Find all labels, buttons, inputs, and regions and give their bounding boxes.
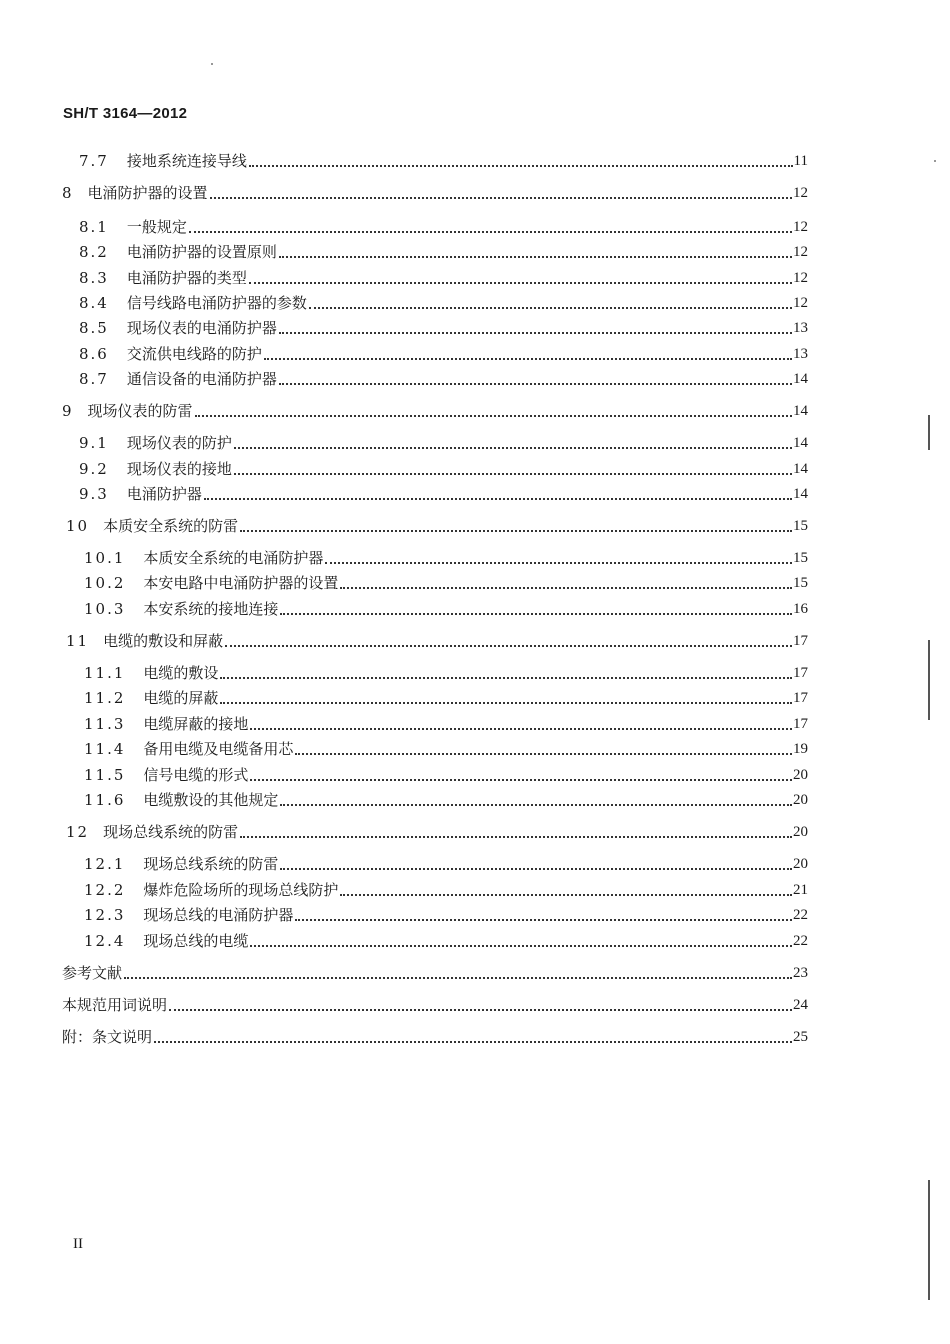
toc-entry-page: 20 [793,767,808,783]
toc-entry-title: 现场仪表的接地 [126,460,232,478]
scan-edge-mark [928,1180,930,1300]
toc-entry-number: 8 [62,184,74,202]
toc-entry-number: 11.5 [84,766,126,784]
toc-entry-number: 12.3 [84,906,126,924]
toc-entry-title: 电涌防护器的设置原则 [126,243,277,261]
toc-dot-leader [250,727,792,730]
toc-entry-title: 现场总线系统的防雷 [103,823,239,841]
toc-entry-title: 一般规定 [126,218,187,236]
toc-entry-number: 12.2 [84,881,126,899]
toc-dot-leader [280,803,792,806]
toc-entry-page: 11 [793,153,808,169]
toc-entry-title: 电涌防护器的类型 [126,269,247,287]
toc-entry[interactable] [79,432,808,454]
toc-entry-title: 接地系统连接导线 [126,152,247,170]
toc-entry-page: 23 [793,965,808,981]
toc-entry-page: 12 [793,270,808,286]
toc-dot-leader [249,281,792,284]
toc-entry[interactable] [79,150,808,172]
toc-entry-number: 9.1 [79,434,109,452]
toc-entry-number: 9.2 [79,460,109,478]
toc-entry-number: 8.5 [79,319,109,337]
toc-entry-title: 备用电缆及电缆备用芯 [143,740,294,758]
toc-entry-page: 17 [793,665,808,681]
toc-entry-page: 15 [793,550,808,566]
toc-dot-leader [234,446,792,449]
toc-entry-page: 14 [793,486,808,502]
toc-entry[interactable] [79,458,808,480]
toc-entry-page: 17 [793,690,808,706]
toc-entry[interactable] [84,738,808,760]
toc-entry-title: 电缆的屏蔽 [143,689,219,707]
toc-entry-number: 9.3 [79,485,109,503]
toc-entry-title: 爆炸危险场所的现场总线防护 [143,881,339,899]
toc-entry-number: 10.3 [84,600,126,618]
toc-entry[interactable] [84,904,808,926]
toc-dot-leader [195,414,792,417]
toc-entry-title: 现场总线的电涌防护器 [143,906,294,924]
toc-entry-page: 25 [793,1029,808,1045]
toc-dot-leader [225,644,792,647]
toc-entry-title: 电缆的敷设 [143,664,219,682]
toc-entry-number: 10.1 [84,549,126,567]
toc-dot-leader [250,778,792,781]
toc-entry-title: 电涌防护器 [126,485,202,503]
toc-entry-page: 20 [793,856,808,872]
toc-dot-leader [280,867,792,870]
toc-dot-leader [279,382,792,385]
toc-dot-leader [325,561,792,564]
toc-entry-page: 15 [793,518,808,534]
toc-entry-title: 本安电路中电涌防护器的设置 [143,574,339,592]
toc-entry-number: 11.6 [84,791,126,809]
toc-entry-title: 现场总线的电缆 [143,932,249,950]
toc-dot-leader [249,164,793,167]
toc-dot-leader [280,612,792,615]
toc-dot-leader [220,701,792,704]
toc-entry[interactable] [84,713,808,735]
toc-entry-page: 13 [793,346,808,362]
toc-entry-number: 10.2 [84,574,126,592]
toc-entry[interactable] [84,598,808,620]
toc-entry-number: 8.7 [79,370,109,388]
toc-dot-leader [340,586,792,589]
toc-dot-leader [189,230,792,233]
toc-entry-number: 11.4 [84,740,126,758]
toc-entry[interactable] [79,216,808,238]
standard-code-header: SH/T 3164—2012 [63,105,188,122]
toc-dot-leader [124,976,792,979]
toc-dot-leader [295,752,792,755]
toc-entry[interactable] [79,483,808,505]
toc-entry[interactable] [84,879,808,901]
toc-entry-number: 8.6 [79,345,109,363]
toc-entry-title: 电缆敷设的其他规定 [143,791,279,809]
toc-entry-title: 本质安全系统的电涌防护器 [143,549,324,567]
toc-entry[interactable] [84,547,808,569]
toc-entry-number: 12 [66,823,90,841]
toc-dot-leader [295,918,792,921]
toc-entry-number: 7.7 [79,152,109,170]
toc-dot-leader [240,835,792,838]
toc-entry-page: 16 [793,601,808,617]
toc-entry[interactable] [79,343,808,365]
toc-entry-number: 11.3 [84,715,126,733]
toc-entry-page: 20 [793,792,808,808]
toc-entry-title: 本质安全系统的防雷 [103,517,239,535]
toc-entry[interactable] [79,317,808,339]
scan-edge-mark [928,415,930,450]
toc-dot-leader [250,944,792,947]
toc-entry-title: 参考文献 [62,964,123,982]
toc-entry-title: 电缆屏蔽的接地 [143,715,249,733]
toc-entry-page: 14 [793,403,808,419]
toc-entry[interactable] [79,368,808,390]
toc-dot-leader [234,472,792,475]
toc-dot-leader [204,497,792,500]
toc-dot-leader [264,357,792,360]
toc-entry-number: 12.1 [84,855,126,873]
toc-entry[interactable] [62,182,808,204]
toc-entry-title: 现场仪表的电涌防护器 [126,319,277,337]
toc-dot-leader [154,1040,792,1043]
toc-entry-number: 8.4 [79,294,109,312]
toc-entry-number: 8.1 [79,218,109,236]
toc-entry-title: 本安系统的接地连接 [143,600,279,618]
toc-entry[interactable] [79,267,808,289]
toc-dot-leader [340,893,792,896]
toc-entry-number: 11 [66,632,90,650]
toc-entry-number: 10 [66,517,90,535]
toc-entry-number: 9 [62,402,74,420]
toc-entry[interactable] [62,400,808,422]
toc-entry[interactable] [66,821,808,843]
toc-entry[interactable] [62,1026,808,1048]
toc-entry-number: 11.2 [84,689,126,707]
toc-dot-leader [210,196,792,199]
toc-entry[interactable] [84,789,808,811]
toc-entry-title: 现场仪表的防护 [126,434,232,452]
toc-entry-page: 22 [793,907,808,923]
toc-entry-number: 8.3 [79,269,109,287]
toc-entry[interactable] [62,994,808,1016]
toc-entry-title: 现场仪表的防雷 [87,402,193,420]
toc-entry-page: 12 [793,219,808,235]
toc-entry-page: 14 [793,435,808,451]
toc-entry-title: 电涌防护器的设置 [87,184,208,202]
toc-entry-title: 附：条文说明 [62,1028,153,1046]
toc-entry-title: 现场总线系统的防雷 [143,855,279,873]
toc-entry-title: 通信设备的电涌防护器 [126,370,277,388]
toc-entry-number: 12.4 [84,932,126,950]
toc-entry-number: 11.1 [84,664,126,682]
toc-dot-leader [309,306,792,309]
toc-entry-number: 8.2 [79,243,109,261]
toc-entry-page: 14 [793,371,808,387]
toc-entry-page: 20 [793,824,808,840]
toc-entry[interactable] [79,292,808,314]
toc-entry-page: 12 [793,295,808,311]
toc-entry-title: 信号线路电涌防护器的参数 [126,294,307,312]
toc-entry-page: 15 [793,575,808,591]
toc-entry-page: 13 [793,320,808,336]
toc-dot-leader [279,255,792,258]
toc-entry[interactable] [62,962,808,984]
scan-dust-mark [934,160,936,162]
toc-entry-page: 21 [793,882,808,898]
toc-entry-page: 17 [793,716,808,732]
toc-entry[interactable] [84,662,808,684]
toc-entry-page: 22 [793,933,808,949]
toc-entry-title: 电缆的敷设和屏蔽 [103,632,224,650]
toc-entry[interactable] [84,572,808,594]
toc-dot-leader [169,1008,792,1011]
toc-entry-page: 14 [793,461,808,477]
toc-dot-leader [220,676,792,679]
toc-entry[interactable] [79,241,808,263]
toc-entry[interactable] [84,930,808,952]
toc-dot-leader [240,529,792,532]
toc-entry[interactable] [84,764,808,786]
toc-dot-leader [279,331,792,334]
toc-entry-title: 本规范用词说明 [62,996,168,1014]
toc-entry-title: 信号电缆的形式 [143,766,249,784]
page-number-footer: II [73,1236,83,1252]
toc-entry-title: 交流供电线路的防护 [126,345,262,363]
scan-edge-mark [928,640,930,720]
toc-entry-page: 24 [793,997,808,1013]
toc-entry[interactable] [84,687,808,709]
toc-entry-page: 12 [793,244,808,260]
toc-entry-page: 17 [793,633,808,649]
scan-dust-mark [211,63,213,65]
toc-entry[interactable] [66,515,808,537]
toc-entry-page: 12 [793,185,808,201]
toc-entry-page: 19 [793,741,808,757]
toc-entry[interactable] [84,853,808,875]
toc-entry[interactable] [66,630,808,652]
